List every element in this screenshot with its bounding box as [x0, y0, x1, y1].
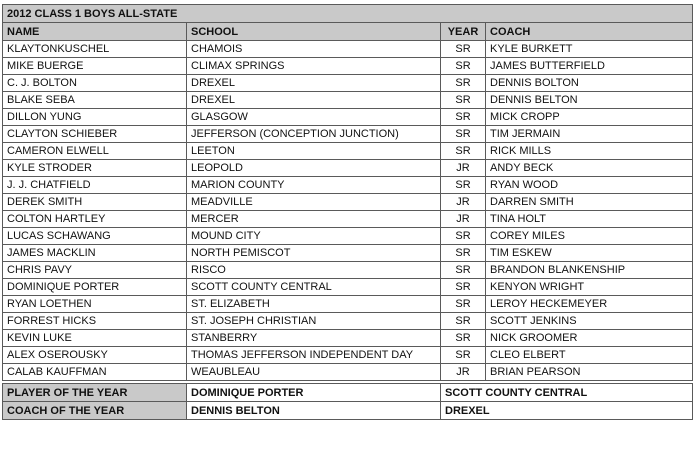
- table-row: [3, 364, 693, 381]
- table-row: [3, 330, 693, 347]
- class-year: SR: [441, 296, 486, 313]
- school-name: MEADVILLE: [187, 194, 441, 211]
- school-name: JEFFERSON (CONCEPTION JUNCTION): [187, 126, 441, 143]
- school-name: DREXEL: [187, 92, 441, 109]
- table-row: [3, 347, 693, 364]
- class-year: SR: [441, 143, 486, 160]
- table-row: [3, 296, 693, 313]
- table-row: [3, 109, 693, 126]
- player-name: FORREST HICKS: [3, 313, 187, 330]
- class-year: JR: [441, 194, 486, 211]
- table-row: [3, 143, 693, 160]
- coach-of-year-row: [3, 402, 693, 420]
- player-of-year-row: [3, 384, 693, 402]
- school-name: NORTH PEMISCOT: [187, 245, 441, 262]
- class-year: SR: [441, 245, 486, 262]
- player-of-year-name: DOMINIQUE PORTER: [187, 384, 441, 402]
- class-year: SR: [441, 330, 486, 347]
- table-row: [3, 41, 693, 58]
- coach-of-year-name: DENNIS BELTON: [187, 402, 441, 420]
- coach-name: BRANDON BLANKENSHIP: [486, 262, 693, 279]
- header-row: [3, 23, 693, 41]
- coach-name: MICK CROPP: [486, 109, 693, 126]
- school-name: MARION COUNTY: [187, 177, 441, 194]
- school-name: CHAMOIS: [187, 41, 441, 58]
- class-year: SR: [441, 92, 486, 109]
- table-row: [3, 177, 693, 194]
- class-year: SR: [441, 313, 486, 330]
- player-name: MIKE BUERGE: [3, 58, 187, 75]
- school-name: LEOPOLD: [187, 160, 441, 177]
- player-name: CHRIS PAVY: [3, 262, 187, 279]
- coach-name: NICK GROOMER: [486, 330, 693, 347]
- player-name: BLAKE SEBA: [3, 92, 187, 109]
- player-name: KEVIN LUKE: [3, 330, 187, 347]
- player-name: J. J. CHATFIELD: [3, 177, 187, 194]
- school-name: MOUND CITY: [187, 228, 441, 245]
- column-header-school: SCHOOL: [187, 23, 441, 41]
- player-name: ALEX OSEROUSKY: [3, 347, 187, 364]
- coach-name: TIM JERMAIN: [486, 126, 693, 143]
- school-name: ST. ELIZABETH: [187, 296, 441, 313]
- column-header-coach: COACH: [486, 23, 693, 41]
- table-row: [3, 211, 693, 228]
- player-name: CAMERON ELWELL: [3, 143, 187, 160]
- table-row: [3, 75, 693, 92]
- table-row: [3, 58, 693, 75]
- class-year: SR: [441, 347, 486, 364]
- table-row: [3, 92, 693, 109]
- coach-name: RYAN WOOD: [486, 177, 693, 194]
- player-name: RYAN LOETHEN: [3, 296, 187, 313]
- class-year: SR: [441, 109, 486, 126]
- class-year: SR: [441, 126, 486, 143]
- coach-name: COREY MILES: [486, 228, 693, 245]
- player-name: KYLE STRODER: [3, 160, 187, 177]
- player-name: C. J. BOLTON: [3, 75, 187, 92]
- coach-name: SCOTT JENKINS: [486, 313, 693, 330]
- player-name: COLTON HARTLEY: [3, 211, 187, 228]
- coach-name: DENNIS BELTON: [486, 92, 693, 109]
- class-year: SR: [441, 279, 486, 296]
- coach-name: KYLE BURKETT: [486, 41, 693, 58]
- school-name: MERCER: [187, 211, 441, 228]
- player-of-year-school: SCOTT COUNTY CENTRAL: [441, 384, 693, 402]
- coach-name: KENYON WRIGHT: [486, 279, 693, 296]
- table-row: [3, 194, 693, 211]
- all-state-table: [2, 4, 693, 420]
- school-name: GLASGOW: [187, 109, 441, 126]
- player-name: DILLON YUNG: [3, 109, 187, 126]
- school-name: DREXEL: [187, 75, 441, 92]
- school-name: STANBERRY: [187, 330, 441, 347]
- school-name: CLIMAX SPRINGS: [187, 58, 441, 75]
- table-row: [3, 160, 693, 177]
- player-name: DOMINIQUE PORTER: [3, 279, 187, 296]
- coach-name: DARREN SMITH: [486, 194, 693, 211]
- coach-name: JAMES BUTTERFIELD: [486, 58, 693, 75]
- player-name: DEREK SMITH: [3, 194, 187, 211]
- player-name: CLAYTON SCHIEBER: [3, 126, 187, 143]
- player-name: KLAYTONKUSCHEL: [3, 41, 187, 58]
- school-name: WEAUBLEAU: [187, 364, 441, 381]
- class-year: SR: [441, 58, 486, 75]
- column-header-year: YEAR: [441, 23, 486, 41]
- coach-of-year-label: COACH OF THE YEAR: [3, 402, 187, 420]
- class-year: SR: [441, 228, 486, 245]
- class-year: SR: [441, 262, 486, 279]
- coach-name: RICK MILLS: [486, 143, 693, 160]
- coach-name: ANDY BECK: [486, 160, 693, 177]
- table-row: [3, 245, 693, 262]
- player-name: JAMES MACKLIN: [3, 245, 187, 262]
- coach-name: CLEO ELBERT: [486, 347, 693, 364]
- all-state-table-container: [2, 4, 692, 420]
- school-name: THOMAS JEFFERSON INDEPENDENT DAY: [187, 347, 441, 364]
- school-name: SCOTT COUNTY CENTRAL: [187, 279, 441, 296]
- coach-name: TINA HOLT: [486, 211, 693, 228]
- player-of-year-label: PLAYER OF THE YEAR: [3, 384, 187, 402]
- table-row: [3, 279, 693, 296]
- coach-of-year-school: DREXEL: [441, 402, 693, 420]
- class-year: JR: [441, 211, 486, 228]
- table-row: [3, 228, 693, 245]
- table-row: [3, 313, 693, 330]
- table-title: 2012 CLASS 1 BOYS ALL-STATE: [3, 5, 693, 23]
- school-name: RISCO: [187, 262, 441, 279]
- class-year: SR: [441, 41, 486, 58]
- coach-name: TIM ESKEW: [486, 245, 693, 262]
- table-title-row: [3, 5, 693, 23]
- school-name: ST. JOSEPH CHRISTIAN: [187, 313, 441, 330]
- coach-name: BRIAN PEARSON: [486, 364, 693, 381]
- class-year: SR: [441, 177, 486, 194]
- column-header-name: NAME: [3, 23, 187, 41]
- class-year: JR: [441, 160, 486, 177]
- coach-name: LEROY HECKEMEYER: [486, 296, 693, 313]
- table-row: [3, 126, 693, 143]
- school-name: LEETON: [187, 143, 441, 160]
- class-year: SR: [441, 75, 486, 92]
- player-name: CALAB KAUFFMAN: [3, 364, 187, 381]
- coach-name: DENNIS BOLTON: [486, 75, 693, 92]
- class-year: JR: [441, 364, 486, 381]
- player-name: LUCAS SCHAWANG: [3, 228, 187, 245]
- table-row: [3, 262, 693, 279]
